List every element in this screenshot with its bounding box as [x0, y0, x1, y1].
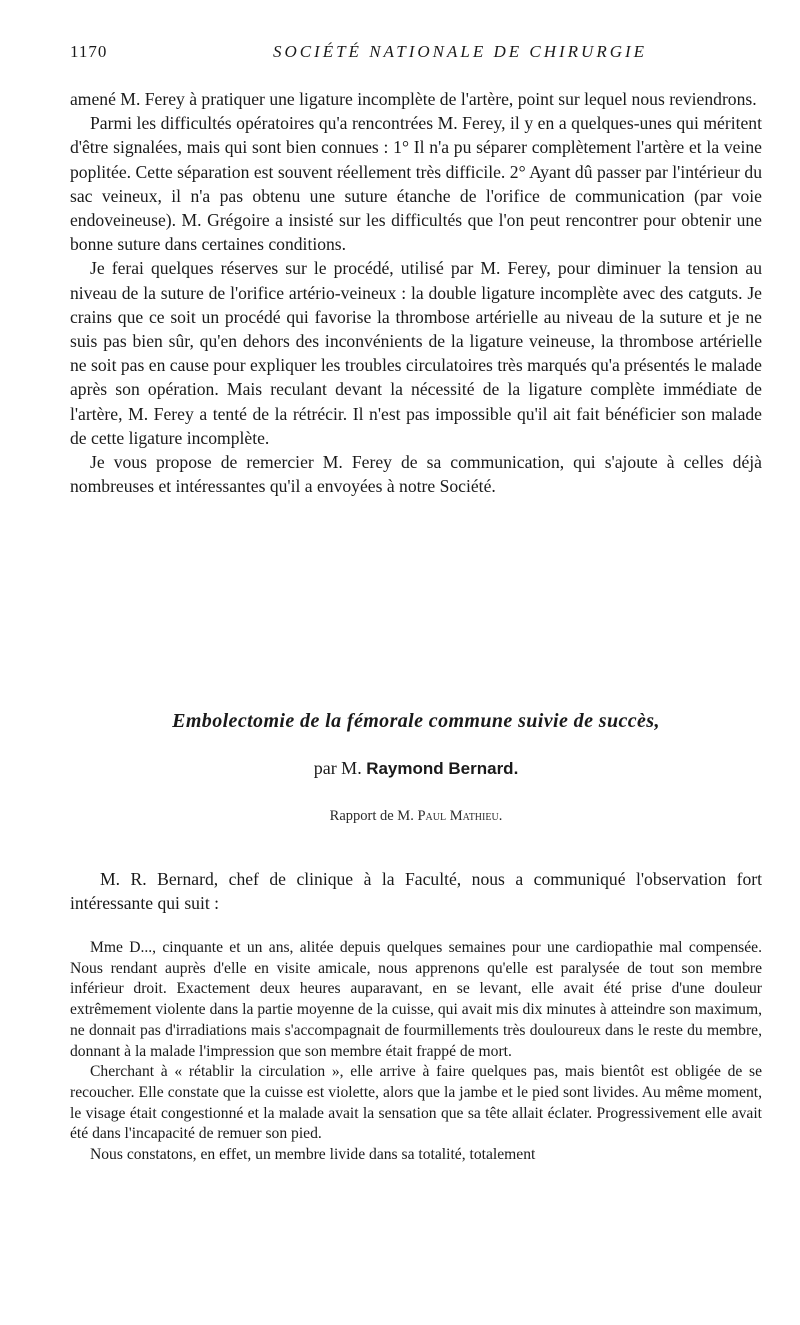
article-intro: [70, 867, 762, 915]
page-number: 1170: [70, 42, 108, 61]
paragraph: amené M. Ferey à pratiquer une ligature incomplète de l'artère, point sur lequel nous reviendrons.: [70, 89, 757, 109]
paragraph: M. R. Bernard, chef de clinique à la Faculté, nous a communiqué l'observation fort intéressante qui suit :: [70, 869, 762, 913]
paragraph: Parmi les difficultés opératoires qu'a rencontrées M. Ferey, il y en a quelques-unes qui méritent d'être signalées, mais qui sont bien connues : 1° Il n'a pu séparer complètement l'artère et la veine poplitée. Cette séparation est souvent réellement très difficile. 2° Ayant dû passer par l'intérieur du sac veineux, il n'a pas obtenu une suture étanche de l'orifice de communication (par voie endoveineuse). M. Grégoire a insisté sur les difficultés que l'on peut rencontrer pour obtenir une bonne suture dans certaines conditions.: [70, 113, 762, 255]
author-name: Raymond Bernard.: [366, 759, 519, 778]
journal-title: SOCIÉTÉ NATIONALE DE CHIRURGIE: [272, 42, 648, 61]
paragraph: Mme D..., cinquante et un ans, alitée depuis quelques semaines pour une cardiopathie mal compensée. Nous rendant auprès d'elle en visite amicale, nous apprenons qu'elle est paralysée de tout son membre inférieur droit. Exactement deux heures auparavant, en se levant, elle avait été prise d'une douleur extrêmement violente dans la partie moyenne de la cuisse, qui avait mis dix minutes à atteindre son maximum, ne donnait pas d'irradiations mais s'accompagnait de fourmillements très douloureux dans le reste du membre, donnant à la malade l'impression que son membre était frappé de mort.: [70, 939, 762, 1060]
reporter-name: Paul Mathieu.: [417, 808, 503, 824]
running-head: [70, 42, 762, 66]
report-body: [70, 87, 762, 498]
byline: [70, 758, 762, 779]
report-prefix: Rapport de M.: [329, 808, 414, 824]
paragraph: Nous constatons, en effet, un membre livide dans sa totalité, totalement: [90, 1146, 536, 1164]
article-title: Embolectomie de la fémorale commune suivie de succès,: [172, 710, 660, 732]
paragraph: Je vous propose de remercier M. Ferey de sa communication, qui s'ajoute à celles déjà nombreuses et intéressantes qu'il a envoyées à notre Société.: [70, 452, 762, 497]
paragraph: Cherchant à « rétablir la circulation », elle arrive à faire quelques pas, mais bientôt est obligée de se recoucher. Elle constate que la cuisse est violette, alors que la jambe et le pied sont livides. Au même moment, le visage était congestionné et la malade avait la sensation que sa tête allait éclater. Progressivement elle avait été dans l'incapacité de remuer son pied.: [70, 1063, 762, 1143]
case-observation: [70, 938, 762, 1166]
byline-prefix: par M.: [313, 758, 362, 778]
report-line: [70, 808, 762, 825]
paragraph: Je ferai quelques réserves sur le procédé, utilisé par M. Ferey, pour diminuer la tension au niveau de la suture de l'orifice artério-veineux : la double ligature incomplète avec des catguts. Je crains que ce soit un procédé qui favorise la thrombose artérielle au niveau de la suture et je ne suis pas bien sûr, qu'en dehors des inconvénients de la ligature veineuse, la thrombose artérielle ne soit pas en cause pour expliquer les troubles circulatoires très marqués qu'a présentés le malade après son opération. Mais reculant devant la nécessité de la ligature complète immédiate de l'artère, M. Ferey a tenté de la rétrécir. Il n'est pas impossible qu'il ait fait bénéficier son malade de cette ligature incomplète.: [70, 258, 762, 448]
